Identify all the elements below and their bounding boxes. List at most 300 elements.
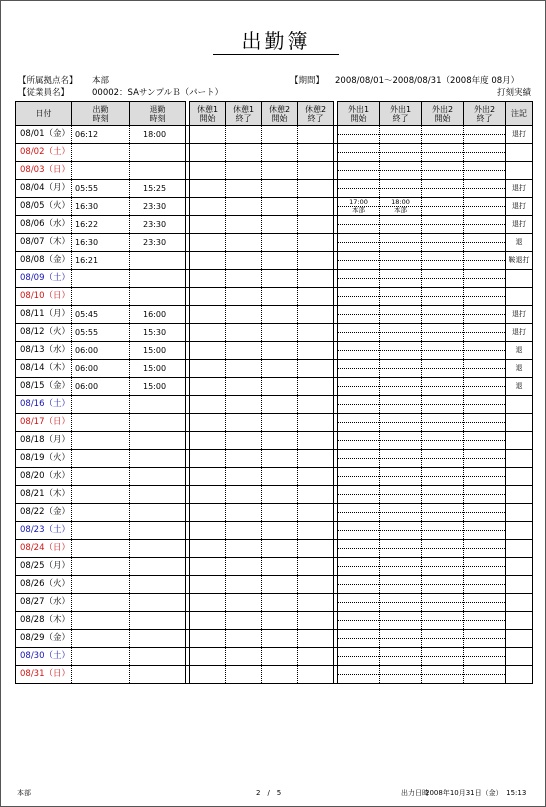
date-cell: 08/04（月） <box>16 180 72 198</box>
out1-start-cell <box>338 414 380 432</box>
note-cell <box>506 540 533 558</box>
outing-time: 17:00 <box>349 198 368 206</box>
note-cell: 退 <box>506 342 533 360</box>
break2-end-cell <box>298 576 334 594</box>
table-header-row <box>16 102 533 126</box>
out2-end-cell <box>464 540 506 558</box>
clock-out-cell <box>130 504 186 522</box>
date-cell: 08/10（日） <box>16 288 72 306</box>
clock-in-cell <box>72 450 130 468</box>
out1-start-cell <box>338 126 380 144</box>
break1-end-cell <box>226 126 262 144</box>
out1-start-cell <box>338 396 380 414</box>
out1-end-cell <box>380 144 422 162</box>
out1-start-cell <box>338 432 380 450</box>
date-cell: 08/17（日） <box>16 414 72 432</box>
out2-start-cell <box>422 234 464 252</box>
out1-start-cell <box>338 468 380 486</box>
table-row <box>16 306 533 324</box>
break1-start-cell <box>190 648 226 666</box>
clock-in-cell <box>72 612 130 630</box>
break1-start-cell <box>190 486 226 504</box>
note-cell <box>506 396 533 414</box>
col-date-header: 日付 <box>16 102 72 126</box>
clock-out-cell <box>130 144 186 162</box>
clock-out-cell: 15:00 <box>130 360 186 378</box>
date-cell: 08/06（水） <box>16 216 72 234</box>
break1-end-cell <box>226 666 262 684</box>
out2-end-cell <box>464 288 506 306</box>
out2-end-cell <box>464 522 506 540</box>
break1-end-cell <box>226 396 262 414</box>
out2-start-cell <box>422 630 464 648</box>
out1-start-cell <box>338 648 380 666</box>
out2-start-cell <box>422 360 464 378</box>
out1-start-cell <box>338 288 380 306</box>
out2-end-cell <box>464 306 506 324</box>
clock-out-cell <box>130 432 186 450</box>
table-row <box>16 288 533 306</box>
break2-end-cell <box>298 324 334 342</box>
break1-end-cell <box>226 450 262 468</box>
break2-start-cell <box>262 450 298 468</box>
out1-end-cell <box>380 522 422 540</box>
break2-end-cell <box>298 252 334 270</box>
break2-end-cell <box>298 630 334 648</box>
outing-time: 18:00 <box>391 198 410 206</box>
out1-end-cell <box>380 450 422 468</box>
clock-out-cell: 18:00 <box>130 126 186 144</box>
col-out2-start-header: 外出2 開始 <box>422 102 464 126</box>
break1-start-cell <box>190 630 226 648</box>
out1-end-cell <box>380 540 422 558</box>
page-title: 出勤簿 <box>241 29 311 53</box>
break1-end-cell <box>226 306 262 324</box>
note-cell: 退打 <box>506 216 533 234</box>
out2-end-cell <box>464 378 506 396</box>
table-row <box>16 558 533 576</box>
out1-start-cell <box>338 558 380 576</box>
out2-end-cell <box>464 504 506 522</box>
break1-start-cell <box>190 180 226 198</box>
note-cell <box>506 612 533 630</box>
break1-start-cell <box>190 234 226 252</box>
break2-start-cell <box>262 162 298 180</box>
break2-end-cell <box>298 378 334 396</box>
clock-in-cell: 16:21 <box>72 252 130 270</box>
break1-start-cell <box>190 306 226 324</box>
break2-start-cell <box>262 432 298 450</box>
out1-end-cell <box>380 126 422 144</box>
break2-end-cell <box>298 396 334 414</box>
note-cell <box>506 162 533 180</box>
clock-in-cell <box>72 270 130 288</box>
break2-end-cell <box>298 648 334 666</box>
note-cell <box>506 144 533 162</box>
out1-start-cell <box>338 270 380 288</box>
table-row <box>16 522 533 540</box>
out1-start-cell <box>338 666 380 684</box>
out2-start-cell <box>422 468 464 486</box>
break1-end-cell <box>226 342 262 360</box>
table-row <box>16 612 533 630</box>
out2-start-cell <box>422 162 464 180</box>
out2-start-cell <box>422 126 464 144</box>
break1-start-cell <box>190 612 226 630</box>
employee-value: 00002：SAサンプルＢ（パート） <box>92 88 224 98</box>
break1-end-cell <box>226 324 262 342</box>
clock-out-cell <box>130 414 186 432</box>
out1-end-cell <box>380 504 422 522</box>
table-row <box>16 270 533 288</box>
period-value: 2008/08/01～2008/08/31（2008年度 08月） <box>335 76 520 86</box>
out2-end-cell <box>464 468 506 486</box>
break2-end-cell <box>298 468 334 486</box>
period-label: 【期間】 <box>290 76 325 86</box>
break1-end-cell <box>226 180 262 198</box>
out1-start-cell <box>338 612 380 630</box>
clock-in-cell <box>72 540 130 558</box>
break1-end-cell <box>226 234 262 252</box>
out1-start-cell <box>338 594 380 612</box>
clock-out-cell <box>130 288 186 306</box>
break2-start-cell <box>262 486 298 504</box>
out1-end-cell <box>380 288 422 306</box>
out1-end-cell <box>380 594 422 612</box>
break2-start-cell <box>262 342 298 360</box>
note-cell <box>506 522 533 540</box>
table-row <box>16 594 533 612</box>
break2-end-cell <box>298 432 334 450</box>
outing-location: 本部 <box>394 206 407 214</box>
break1-end-cell <box>226 144 262 162</box>
break1-start-cell <box>190 342 226 360</box>
break1-start-cell <box>190 126 226 144</box>
break1-end-cell <box>226 252 262 270</box>
out2-end-cell <box>464 414 506 432</box>
break1-end-cell <box>226 612 262 630</box>
out2-end-cell <box>464 270 506 288</box>
break1-end-cell <box>226 414 262 432</box>
out1-start-cell <box>338 360 380 378</box>
break2-start-cell <box>262 306 298 324</box>
clock-out-cell <box>130 468 186 486</box>
date-cell: 08/20（水） <box>16 468 72 486</box>
clock-in-cell <box>72 666 130 684</box>
col-note-header: 注記 <box>506 102 533 126</box>
break2-start-cell <box>262 252 298 270</box>
out2-start-cell <box>422 558 464 576</box>
out2-start-cell <box>422 540 464 558</box>
clock-in-cell <box>72 558 130 576</box>
out2-end-cell <box>464 576 506 594</box>
out2-start-cell <box>422 612 464 630</box>
clock-in-cell: 05:55 <box>72 180 130 198</box>
table-row <box>16 486 533 504</box>
out2-start-cell <box>422 648 464 666</box>
break1-end-cell <box>226 468 262 486</box>
out1-end-cell <box>380 324 422 342</box>
break1-start-cell <box>190 162 226 180</box>
employee-label: 【従業員名】 <box>18 88 70 98</box>
out2-end-cell <box>464 198 506 216</box>
out2-start-cell <box>422 666 464 684</box>
col-break1-end-header: 休憩1 終了 <box>226 102 262 126</box>
break1-end-cell <box>226 576 262 594</box>
break1-start-cell <box>190 144 226 162</box>
clock-out-cell <box>130 486 186 504</box>
out2-end-cell <box>464 342 506 360</box>
break2-end-cell <box>298 450 334 468</box>
break2-start-cell <box>262 126 298 144</box>
date-cell: 08/02（土） <box>16 144 72 162</box>
break2-start-cell <box>262 594 298 612</box>
table-row <box>16 576 533 594</box>
note-cell <box>506 648 533 666</box>
break1-start-cell <box>190 396 226 414</box>
title-underline <box>213 54 339 55</box>
out1-end-cell <box>380 468 422 486</box>
clock-in-cell: 05:45 <box>72 306 130 324</box>
break2-start-cell <box>262 288 298 306</box>
out2-end-cell <box>464 612 506 630</box>
break2-end-cell <box>298 612 334 630</box>
break2-end-cell <box>298 342 334 360</box>
out2-end-cell <box>464 666 506 684</box>
out1-start-cell <box>338 576 380 594</box>
break2-start-cell <box>262 216 298 234</box>
break2-end-cell <box>298 198 334 216</box>
out1-start-cell <box>338 540 380 558</box>
out2-end-cell <box>464 252 506 270</box>
break2-end-cell <box>298 270 334 288</box>
out1-end-cell <box>380 486 422 504</box>
out2-start-cell <box>422 324 464 342</box>
page-number: 2 / 5 <box>256 789 282 797</box>
table-row <box>16 414 533 432</box>
date-cell: 08/22（金） <box>16 504 72 522</box>
date-cell: 08/14（木） <box>16 360 72 378</box>
clock-out-cell: 15:30 <box>130 324 186 342</box>
break1-start-cell <box>190 540 226 558</box>
break2-end-cell <box>298 126 334 144</box>
break2-start-cell <box>262 180 298 198</box>
col-clock-in-header: 出勤 時刻 <box>72 102 130 126</box>
break1-start-cell <box>190 198 226 216</box>
out1-end-cell <box>380 396 422 414</box>
note-cell <box>506 450 533 468</box>
note-cell <box>506 558 533 576</box>
note-cell: 退打 <box>506 306 533 324</box>
out1-start-cell <box>338 378 380 396</box>
table-row <box>16 198 533 216</box>
break2-start-cell <box>262 414 298 432</box>
clock-in-cell <box>72 414 130 432</box>
col-out1-end-header: 外出1 終了 <box>380 102 422 126</box>
note-cell: 退 <box>506 234 533 252</box>
break2-start-cell <box>262 630 298 648</box>
out1-start-cell <box>338 234 380 252</box>
table-row <box>16 540 533 558</box>
table-row <box>16 666 533 684</box>
clock-out-cell: 23:30 <box>130 198 186 216</box>
out2-start-cell <box>422 414 464 432</box>
clock-out-cell <box>130 630 186 648</box>
break2-start-cell <box>262 648 298 666</box>
note-cell <box>506 594 533 612</box>
date-cell: 08/03（日） <box>16 162 72 180</box>
note-cell: 退打 <box>506 180 533 198</box>
break1-start-cell <box>190 432 226 450</box>
out2-start-cell <box>422 450 464 468</box>
out1-end-cell <box>380 216 422 234</box>
out2-start-cell <box>422 432 464 450</box>
date-cell: 08/16（土） <box>16 396 72 414</box>
break2-end-cell <box>298 486 334 504</box>
table-row <box>16 432 533 450</box>
out2-end-cell <box>464 234 506 252</box>
clock-in-cell: 06:00 <box>72 342 130 360</box>
clock-out-cell <box>130 522 186 540</box>
clock-out-cell: 16:00 <box>130 306 186 324</box>
break2-start-cell <box>262 396 298 414</box>
table-row <box>16 252 533 270</box>
break1-end-cell <box>226 540 262 558</box>
out2-start-cell <box>422 594 464 612</box>
out1-end-cell <box>380 666 422 684</box>
break1-end-cell <box>226 486 262 504</box>
note-cell <box>506 486 533 504</box>
out2-end-cell <box>464 450 506 468</box>
clock-out-cell <box>130 558 186 576</box>
out1-start-cell <box>338 630 380 648</box>
clock-in-cell <box>72 486 130 504</box>
date-cell: 08/05（火） <box>16 198 72 216</box>
break1-end-cell <box>226 216 262 234</box>
break1-start-cell <box>190 558 226 576</box>
out1-start-cell <box>338 522 380 540</box>
break2-end-cell <box>298 216 334 234</box>
break1-start-cell <box>190 270 226 288</box>
note-cell: 退 <box>506 378 533 396</box>
out1-start-cell <box>338 324 380 342</box>
break1-start-cell <box>190 360 226 378</box>
break2-end-cell <box>298 234 334 252</box>
out1-end-cell <box>380 252 422 270</box>
clock-in-cell <box>72 162 130 180</box>
out1-start-cell <box>338 180 380 198</box>
clock-in-cell <box>72 468 130 486</box>
out1-end-cell <box>380 198 422 216</box>
clock-out-cell <box>130 612 186 630</box>
col-break2-end-header: 休憩2 終了 <box>298 102 334 126</box>
clock-out-cell <box>130 648 186 666</box>
break1-start-cell <box>190 378 226 396</box>
out1-end-cell <box>380 180 422 198</box>
break1-start-cell <box>190 288 226 306</box>
break2-end-cell <box>298 594 334 612</box>
break2-end-cell <box>298 666 334 684</box>
clock-in-cell <box>72 576 130 594</box>
table-row <box>16 144 533 162</box>
break2-start-cell <box>262 558 298 576</box>
date-cell: 08/08（金） <box>16 252 72 270</box>
location-label: 【所属拠点名】 <box>18 76 78 86</box>
out1-end-cell <box>380 162 422 180</box>
out2-start-cell <box>422 522 464 540</box>
break2-start-cell <box>262 504 298 522</box>
note-cell: 鞍退打 <box>506 252 533 270</box>
clock-out-cell: 23:30 <box>130 234 186 252</box>
out2-end-cell <box>464 594 506 612</box>
out1-start-cell <box>338 216 380 234</box>
date-cell: 08/23（土） <box>16 522 72 540</box>
clock-in-cell <box>72 144 130 162</box>
date-cell: 08/15（金） <box>16 378 72 396</box>
break2-end-cell <box>298 288 334 306</box>
break2-end-cell <box>298 180 334 198</box>
break2-start-cell <box>262 360 298 378</box>
out2-start-cell <box>422 180 464 198</box>
out2-start-cell <box>422 144 464 162</box>
out2-end-cell <box>464 324 506 342</box>
break1-end-cell <box>226 288 262 306</box>
note-cell <box>506 576 533 594</box>
table-row <box>16 324 533 342</box>
table-row <box>16 234 533 252</box>
table-row <box>16 360 533 378</box>
out2-start-cell <box>422 252 464 270</box>
note-cell <box>506 288 533 306</box>
break2-start-cell <box>262 522 298 540</box>
break1-start-cell <box>190 414 226 432</box>
out2-start-cell <box>422 504 464 522</box>
out1-start-cell <box>338 504 380 522</box>
out2-end-cell <box>464 630 506 648</box>
col-break1-start-header: 休憩1 開始 <box>190 102 226 126</box>
out2-start-cell <box>422 486 464 504</box>
out2-start-cell <box>422 288 464 306</box>
out1-end-cell <box>380 234 422 252</box>
out1-start-cell <box>338 486 380 504</box>
break2-end-cell <box>298 162 334 180</box>
clock-in-cell: 16:30 <box>72 234 130 252</box>
break1-end-cell <box>226 198 262 216</box>
out1-start-cell <box>338 144 380 162</box>
attendance-table <box>15 101 533 684</box>
date-cell: 08/12（火） <box>16 324 72 342</box>
note-cell <box>506 414 533 432</box>
note-cell: 退 <box>506 360 533 378</box>
out2-end-cell <box>464 216 506 234</box>
date-cell: 08/13（水） <box>16 342 72 360</box>
clock-out-cell <box>130 540 186 558</box>
break2-start-cell <box>262 612 298 630</box>
date-cell: 08/28（木） <box>16 612 72 630</box>
break2-end-cell <box>298 540 334 558</box>
col-break2-start-header: 休憩2 開始 <box>262 102 298 126</box>
out1-start-cell <box>338 342 380 360</box>
date-cell: 08/19（火） <box>16 450 72 468</box>
clock-out-cell: 15:25 <box>130 180 186 198</box>
table-row <box>16 162 533 180</box>
clock-in-cell: 05:55 <box>72 324 130 342</box>
out2-start-cell <box>422 306 464 324</box>
out2-end-cell <box>464 180 506 198</box>
break2-end-cell <box>298 306 334 324</box>
clock-out-cell <box>130 396 186 414</box>
date-cell: 08/01（金） <box>16 126 72 144</box>
